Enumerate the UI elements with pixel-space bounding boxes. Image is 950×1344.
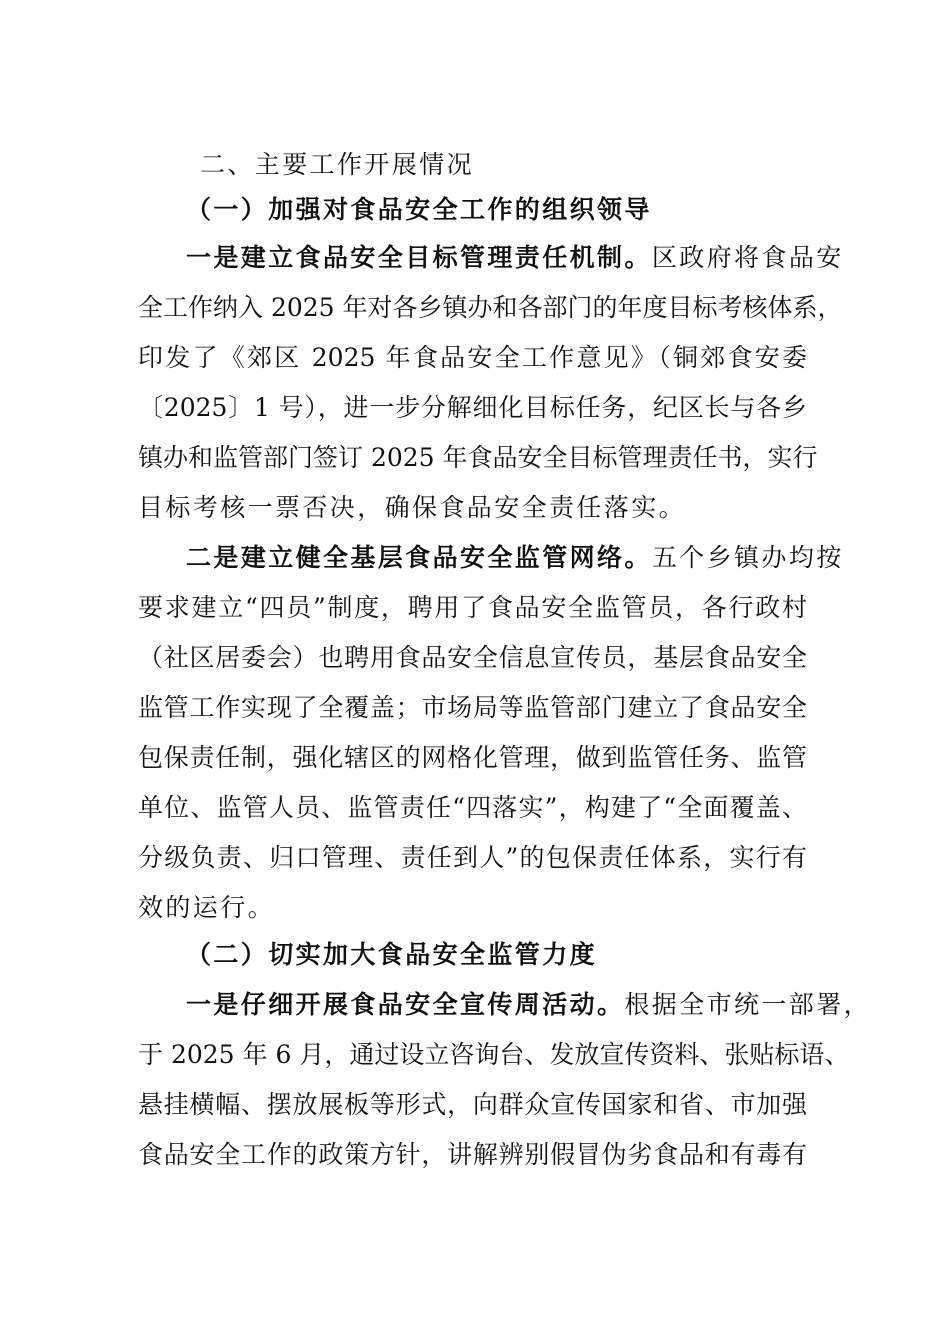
paragraph-line: 镇办和监管部门签订 2025 年食品安全目标管理责任书，实行 bbox=[138, 443, 818, 472]
paragraph-line: 全工作纳入 2025 年对各乡镇办和各部门的年度目标考核体系， bbox=[138, 293, 843, 322]
paragraph-line: 印发了《郊区 2025 年食品安全工作意见》（铜郊食安委 bbox=[138, 343, 807, 372]
paragraph-lead: 一是建立食品安全目标管理责任机制。 bbox=[186, 243, 652, 272]
paragraph-text: 根据全市统一部署， bbox=[624, 990, 872, 1019]
paragraph-first-line bbox=[186, 990, 871, 1020]
section-heading: 二、主要工作开展情况 bbox=[200, 150, 475, 179]
paragraph-line: 效的运行。 bbox=[138, 893, 276, 922]
paragraph-first-line bbox=[186, 543, 844, 573]
paragraph-line: 食品安全工作的政策方针，讲解辨别假冒伪劣食品和有毒有 bbox=[138, 1140, 807, 1169]
paragraph-line: 监管工作实现了全覆盖；市场局等监管部门建立了食品安全 bbox=[138, 693, 807, 722]
paragraph-line: 包保责任制，强化辖区的网格化管理，做到监管任务、监管 bbox=[138, 743, 807, 772]
paragraph-lead: 一是仔细开展食品安全宣传周活动。 bbox=[186, 990, 625, 1019]
subsection-1-heading: （一）加强对食品安全工作的组织领导 bbox=[186, 195, 652, 224]
paragraph-line: 悬挂横幅、摆放展板等形式，向群众宣传国家和省、市加强 bbox=[138, 1090, 807, 1119]
paragraph-lead: 二是建立健全基层食品安全监管网络。 bbox=[186, 543, 652, 572]
paragraph-line: 单位、监管人员、监管责任“四落实”，构建了“全面覆盖、 bbox=[138, 793, 807, 822]
paragraph-text: 五个乡镇办均按 bbox=[651, 543, 844, 572]
paragraph-line: 〔2025〕1 号），进一步分解细化目标任务，纪区长与各乡 bbox=[138, 393, 807, 422]
paragraph-first-line bbox=[186, 243, 844, 273]
paragraph-line: 目标考核一票否决，确保食品安全责任落实。 bbox=[138, 493, 687, 522]
subsection-2-heading: （二）切实加大食品安全监管力度 bbox=[186, 940, 598, 969]
paragraph-text: 区政府将食品安 bbox=[651, 243, 844, 272]
paragraph-line: 分级负责、归口管理、责任到人”的包保责任体系，实行有 bbox=[138, 843, 807, 872]
paragraph-line: 要求建立“四员”制度，聘用了食品安全监管员，各行政村 bbox=[138, 593, 807, 622]
paragraph-line: 于 2025 年 6 月，通过设立咨询台、发放宣传资料、张贴标语、 bbox=[138, 1040, 850, 1069]
paragraph-line: （社区居委会）也聘用食品安全信息宣传员，基层食品安全 bbox=[138, 643, 807, 672]
